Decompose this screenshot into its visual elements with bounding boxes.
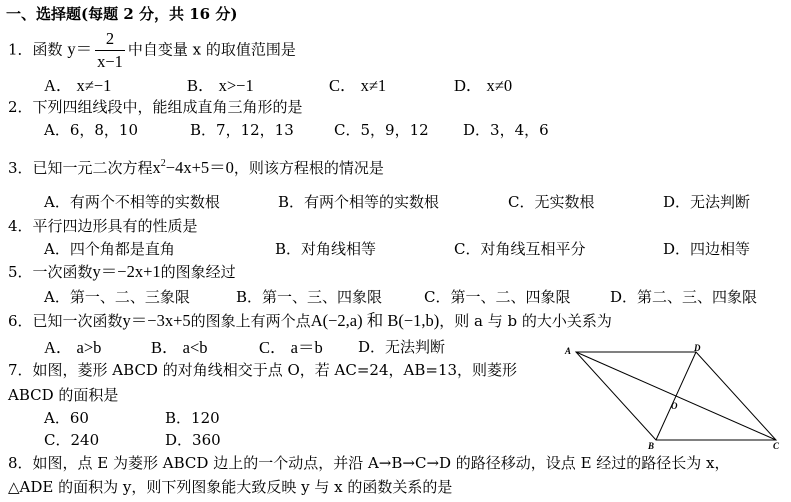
q1-option-b: B． x>−1 [187,76,254,95]
vertex-label-a: A [565,346,572,356]
question-7-stem-line1: 7．如图，菱形 ABCD 的对角线相交于点 O，若 AC=24，AB=13，则菱形 [8,361,518,379]
question-2-stem: 2．下列四组线段中，能组成直角三角形的是 [8,98,303,116]
q3-option-a: A．有两个不相等的实数根 [44,193,220,211]
q2-option-c: C．5，9，12 [334,121,429,139]
q3-equation [153,158,234,177]
q1-lhs: y＝ [67,39,93,59]
q6-option-a: A． a>b [44,338,102,357]
q3-eq-exponent: 2 [160,158,166,169]
vertex-label-c: C [773,441,780,451]
q5-option-d: D．第二、三、四象限 [610,288,758,306]
section-note: (每题 2 分，共 16 分) [81,5,238,23]
rhombus-figure [560,342,790,454]
diagonal-bd [656,352,696,440]
q1-option-c: C． x≠1 [329,76,387,95]
question-8-stem-line2: △ADE 的面积为 y，则下列图象能大致反映 y 与 x 的函数关系的是 [8,478,453,496]
q2-option-b: B．7，12，13 [190,121,294,139]
q7-option-c: C．240 [44,431,100,449]
q4-option-b: B．对角线相等 [275,240,377,258]
q1-numerator: 2 [95,31,125,51]
q3-option-d: D．无法判断 [663,193,751,211]
question-4-stem: 4．平行四边形具有的性质是 [8,217,198,235]
q5-suffix: 的图象经过 [160,263,236,281]
center-label-o: O [671,401,678,411]
q6-equation: y＝−3x+5 [122,311,191,330]
q6-prefix: 6．已知一次函数 [8,312,123,330]
q7-option-d: D．360 [165,431,221,449]
q6-option-c: C． a＝b [259,338,323,357]
q2-option-a: A．6，8，10 [44,121,139,139]
q1-option-d: D． x≠0 [454,76,513,95]
question-6-stem [8,313,612,330]
q2-option-d: D．3，4，6 [463,121,549,139]
q6-option-d: D．无法判断 [358,338,446,356]
q5-option-b: B．第一、三、四象限 [236,288,383,306]
q6-suffix: ，则 a 与 b 的大小关系为 [439,312,612,330]
q1-fraction [95,31,125,70]
q3-option-b: B．有两个相等的实数根 [278,193,440,211]
q5-option-c: C．第一、二、四象限 [424,288,571,306]
question-1-stem [8,31,296,70]
question-8-stem-line1: 8．如图，点 E 为菱形 ABCD 边上的一个动点，并沿 A→B→C→D 的路径移动，设点 E 经过的路径长为 x， [8,454,730,472]
q1-prefix: 1．函数 [8,40,63,59]
vertex-label-d: D [694,343,701,353]
q6-option-b: B． a<b [151,338,208,357]
q1-option-a: A． x≠−1 [44,76,112,95]
section-header [6,7,237,22]
question-5-stem [8,264,236,281]
q4-option-a: A．四个角都是直角 [44,240,175,258]
question-7-stem-line2: ABCD 的面积是 [8,386,119,404]
q3-eq-rest: −4x+5＝0 [165,158,234,177]
q6-points: A(−2,a) 和 B(−1,b) [310,311,440,330]
q5-prefix: 5．一次函数 [8,263,93,281]
q4-option-c: C．对角线互相平分 [454,240,586,258]
q1-denominator: x−1 [97,51,123,71]
section-title: 一、选择题 [6,5,82,23]
q7-option-b: B．120 [165,409,220,427]
q3-prefix: 3．已知一元二次方程 [8,159,153,177]
q3-eq-base: x [152,158,161,177]
q6-mid: 的图象上有两个点 [190,312,311,330]
q4-option-d: D．四边相等 [663,240,751,258]
q5-equation: y＝−2x+1 [92,262,161,281]
q5-option-a: A．第一、二、三象限 [44,288,190,306]
q3-suffix: ，则该方程根的情况是 [233,159,384,177]
question-3-stem [8,159,384,177]
q3-option-c: C．无实数根 [508,193,595,211]
vertex-label-b: B [648,441,655,451]
q7-option-a: A．60 [44,409,89,427]
q1-suffix: 中自变量 x 的取值范围是 [127,40,296,59]
